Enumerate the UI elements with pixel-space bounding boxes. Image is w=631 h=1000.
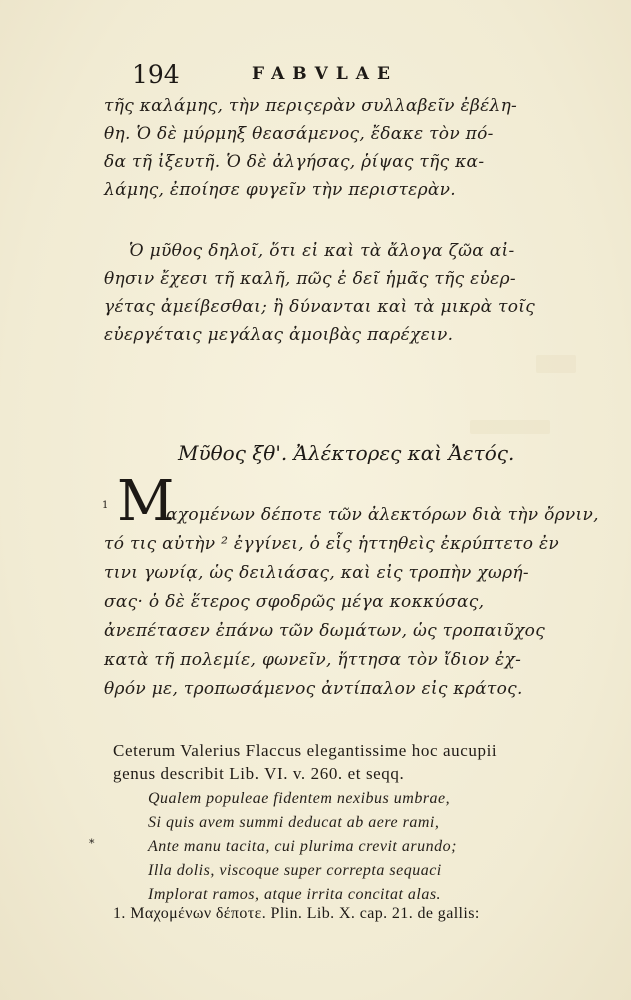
footnote: 1. Μαχομένων δέποτε. Plin. Lib. X. cap. 21. de gallis: — [113, 905, 480, 922]
fable-title: Μῦθος ξθ'. Ἀλέκτορες καὶ Ἀετός. — [178, 441, 515, 465]
text-line: γέτας ἀμείβεσθαι; ἢ δύνανται καὶ τὰ μικρὰ τοῖς — [104, 297, 536, 317]
text-line: τό τις αὐτὴν ² ἐγγίνει, ὁ εἷς ἡττηθεὶς ἐκρύπτετο ἐν — [104, 534, 560, 554]
text-line: δα τῆ ἰξευτῆ. Ὁ δὲ ἀλγήσας, ῥίψας τῆς κα- — [104, 152, 485, 172]
text-line: θη. Ὁ δὲ μύρμηξ θεασάμενος, ἔδακε τὸν πό- — [104, 124, 494, 144]
text-line: θησιν ἔχεσι τῆ καλῆ, πῶς ἐ δεῖ ἡμᾶς τῆς εὐερ- — [104, 269, 516, 289]
text-line: genus describit Lib. VI. v. 260. et seqq. — [113, 764, 405, 783]
text-line: λάμης, ἐποίησε φυγεῖν τὴν περιστερὰν. — [104, 180, 456, 200]
text-line: τινι γωνίᾳ, ὡς δειλιάσας, καὶ εἰς τροπὴν χωρή- — [104, 563, 529, 583]
margin-mark: * — [89, 837, 95, 850]
text-line: αχομένων δέποτε τῶν ἀλεκτόρων διὰ τὴν ὄρνιν, — [166, 505, 599, 525]
verse-line: Ante manu tacita, cui plurima crevit arundo; — [148, 838, 457, 855]
paper-stain — [536, 355, 576, 373]
verse-line: Qualem populeae fidentem nexibus umbrae, — [148, 790, 451, 807]
verse-line: Illa dolis, viscoque super correpta sequaci — [148, 862, 442, 879]
footnote-marker: 1 — [102, 500, 109, 511]
running-head: FABVLAE — [252, 64, 398, 84]
page-header — [132, 60, 602, 90]
text-line: τῆς καλάμης, τὴν περιςερὰν συλλαβεῖν ἐβέλη- — [104, 96, 518, 116]
text-line: ἀνεπέτασεν ἐπάνω τῶν δωμάτων, ὡς τροπαιῦχος — [104, 621, 546, 641]
drop-cap-initial: Μ — [117, 469, 175, 534]
page-number: 194 — [132, 60, 180, 89]
text-line: εὐεργέταις μεγάλας ἀμοιβὰς παρέχειν. — [104, 325, 454, 345]
verse-line: Implorat ramos, atque irrita concitat alas. — [148, 886, 442, 903]
verse-line: Si quis avem summi deducat ab aere rami, — [148, 814, 440, 831]
paper-stain — [470, 420, 550, 434]
text-line: κατὰ τῆ πολεμίε, φωνεῖν, ἥττησα τὸν ἴδιον ἐχ- — [104, 650, 522, 670]
text-line: Ceterum Valerius Flaccus elegantissime hoc aucupii — [113, 741, 498, 760]
text-line: Ὁ μῦθος δηλοῖ, ὅτι εἰ καὶ τὰ ἄλογα ζῶα αἰ- — [129, 241, 515, 261]
text-line: σας· ὁ δὲ ἕτερος σφοδρῶς μέγα κοκκύσας, — [104, 592, 485, 612]
text-line: θρόν με, τροπωσάμενος ἀντίπαλον εἰς κράτος. — [104, 679, 523, 699]
